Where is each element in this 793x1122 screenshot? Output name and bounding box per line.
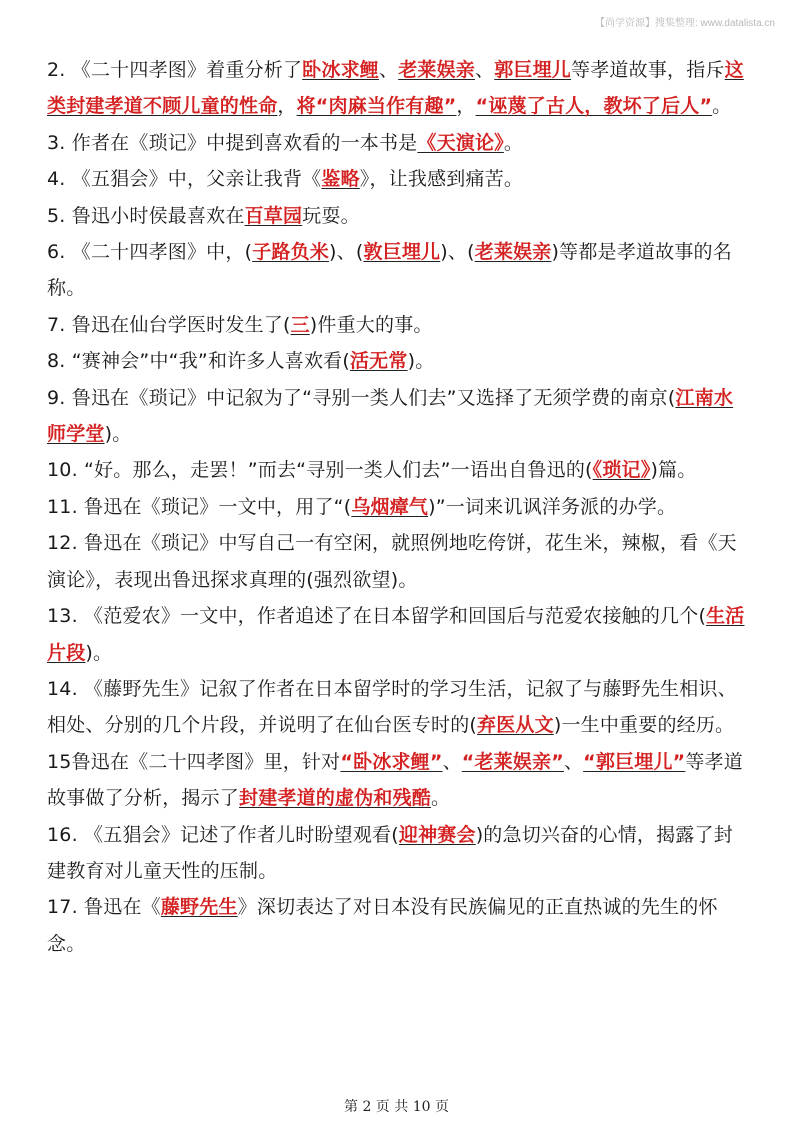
answer-text: 《琐记》 [592,459,651,482]
question-item [47,380,747,453]
question-text: )。 [104,423,132,446]
question-text: 17. 鲁迅在《 [47,896,161,919]
answer-text: 生活片段 [47,605,745,664]
question-text: 9. 鲁迅在《琐记》中记叙为了“寻别一类人们去”又选择了无须学费的南京( [47,386,676,409]
question-item [47,307,747,343]
question-text: ， [456,95,476,118]
question-text: )”一词来讥讽洋务派的办学。 [428,495,677,518]
question-text: 。 [712,95,732,118]
question-item [47,52,747,125]
answer-text: 老莱娱亲 [474,241,552,264]
question-text: 、 [475,59,495,81]
question-text: 7. 鲁迅在仙台学医时发生了( [47,313,291,336]
question-text: )、( [329,241,364,264]
answer-text: “郭巨埋儿” [583,750,686,773]
question-item [47,234,747,307]
question-text: 11. 鲁迅在《琐记》一文中，用了“( [47,495,352,518]
question-item [47,125,747,161]
watermark: 【尚学资源】搜集整理: www.datalista.cn [594,18,775,29]
answer-text: 活无常 [349,350,408,373]
question-text: 10. “好。那么，走罢！”而去“寻别一类人们去”一语出自鲁迅的( [47,459,593,482]
answer-text: “卧冰求鲤” [340,750,443,773]
question-item [47,525,747,598]
question-text: 6. 《二十四孝图》中，( [47,241,253,264]
question-item [47,452,747,488]
question-text: 等孝道故事，指斥 [571,59,725,81]
answer-text: “老莱娱亲” [461,750,564,773]
question-text: )篇。 [650,459,697,482]
question-item [47,198,747,234]
question-text: 》深切表达了对日本没有民族偏见的正直热诚的先生的怀念。 [47,896,718,955]
answer-text: 郭巨埋儿 [494,59,572,81]
answer-text: 藤野先生 [160,896,238,919]
question-item [47,889,747,962]
question-item [47,744,747,817]
question-item [47,489,747,525]
question-text: )的急切兴奋的心情，揭露了封建教育对儿童天性的压制。 [47,823,733,882]
question-text: 4. 《五猖会》中，父亲让我背《 [47,168,322,191]
question-text: 》，让我感到痛苦。 [359,168,524,191]
question-text: 14. 《藤野先生》记叙了作者在日本留学时的学习生活，记叙了与藤野先生相识、相处、分别的几个片段，并说明了在仙台医专时的( [47,677,737,737]
answer-text: 封建孝道的虚伪和残酷 [239,787,432,810]
question-list [47,52,747,962]
question-text: 2. 《二十四孝图》着重分析了 [47,59,303,81]
question-item [47,598,747,671]
question-text: )、( [440,241,475,264]
answer-text: 三 [290,313,310,336]
answer-text: 卧冰求鲤 [302,59,379,81]
answer-text: 《天演论》 [417,131,504,154]
answer-text: 鉴略 [321,168,360,191]
answer-text: “诬蔑了古人，教坏了后人” [475,95,713,118]
question-text: 、 [378,59,399,81]
question-text: 12. 鲁迅在《琐记》中写自己一有空闲，就照例地吃侉饼，花生米，辣椒，看《天演论》，表现出鲁迅探求真理的(强烈欲望)。 [47,532,737,591]
question-item [47,343,747,379]
question-text: 15鲁迅在《二十四孝图》里，针对 [47,750,341,773]
question-text: )。 [85,641,113,664]
question-item [47,671,747,744]
question-item [47,161,747,197]
answer-text: 敦巨埋儿 [363,241,441,264]
question-text: )。 [407,350,435,373]
answer-text: 老莱娱亲 [398,59,475,81]
question-text: 、 [442,750,462,773]
question-text: 。 [503,131,524,154]
question-text: )件重大的事。 [309,313,433,336]
question-text: )一生中重要的经历。 [553,714,735,737]
answer-text: 迎神赛会 [398,823,476,846]
question-text: 13. 《范爱农》一文中，作者追述了在日本留学和回国后与范爱农接触的几个( [47,605,707,628]
question-text: 16. 《五猖会》记述了作者儿时盼望观看( [47,823,399,846]
answer-text: 将“肉麻当作有趣” [296,95,457,118]
question-text: 。 [431,787,451,810]
answer-text: 江南水师学堂 [47,386,734,446]
question-text: )等都是孝道故事的名称。 [47,241,732,300]
answer-text: 百草园 [244,204,303,227]
answer-text: 乌烟瘴气 [351,495,429,518]
question-item [47,817,747,890]
answer-text: 子路负米 [252,241,329,264]
answer-text: 弃医从文 [477,714,554,737]
question-text: ， [277,95,297,118]
question-text: 等孝道故事做了分析，揭示了 [47,750,743,810]
answer-text: 这类封建孝道不顾儿童的性命 [47,59,744,118]
question-text: 玩耍。 [302,204,360,227]
page-number: 第 2 页 共 10 页 [344,1099,449,1115]
question-text: 3. 作者在《琐记》中提到喜欢看的一本书是 [47,131,418,154]
question-text: 、 [563,750,584,773]
question-text: 8. “赛神会”中“我”和许多人喜欢看( [47,350,350,373]
question-text: 5. 鲁迅小时侯最喜欢在 [47,204,245,227]
